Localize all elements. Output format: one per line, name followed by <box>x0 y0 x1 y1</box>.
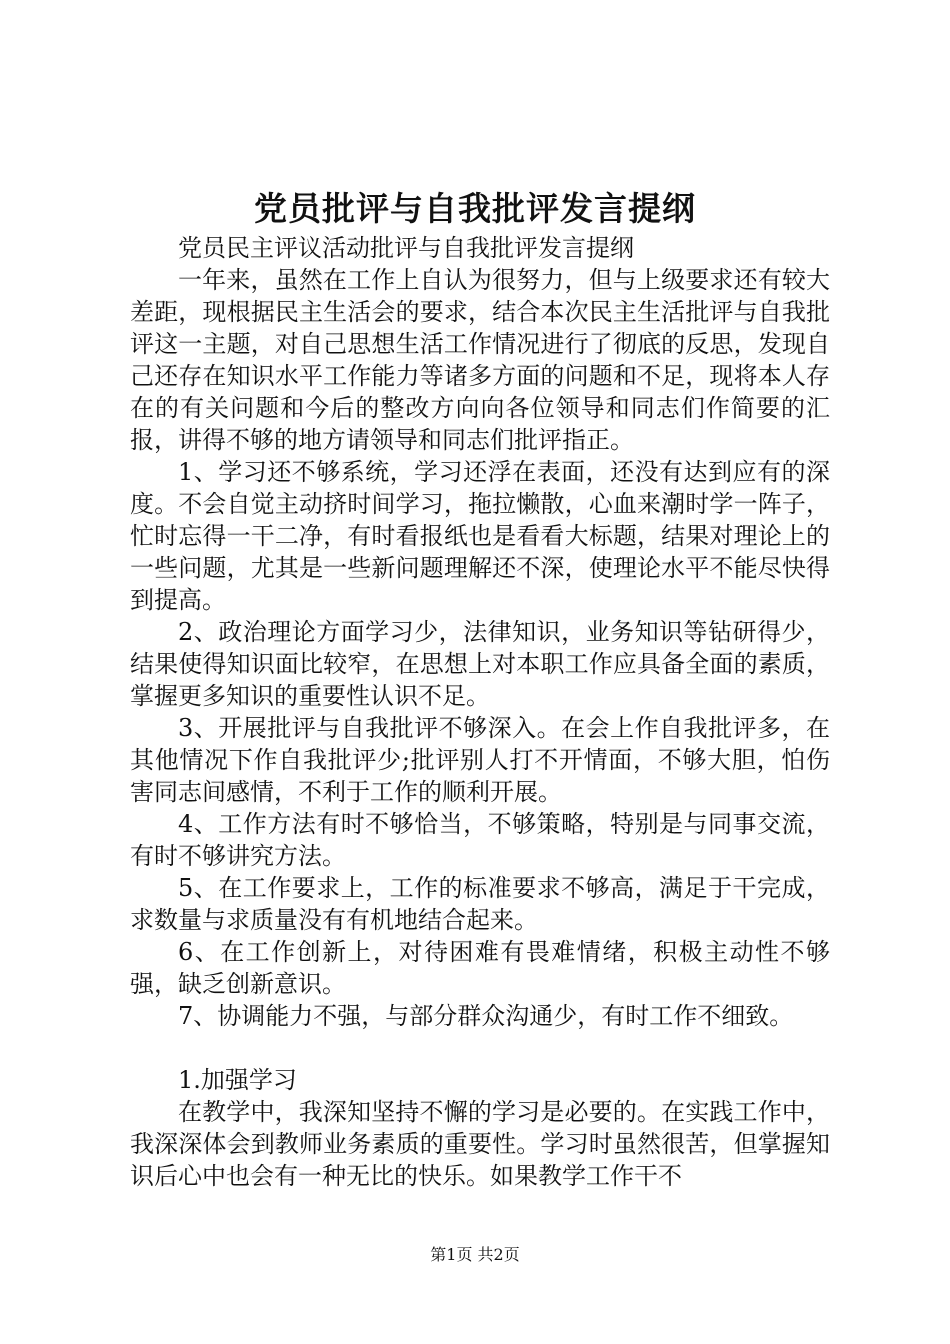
section-paragraph: 在教学中，我深知坚持不懈的学习是必要的。在实践工作中，我深深体会到教师业务素质的重要性。学习时虽然很苦，但掌握知识后心中也会有一种无比的快乐。如果教学工作干不 <box>130 1098 830 1190</box>
subtitle-paragraph: 党员民主评议活动批评与自我批评发言提纲 <box>178 234 634 262</box>
paragraph-spacer <box>130 1032 830 1064</box>
section-heading: 1.加强学习 <box>178 1066 297 1094</box>
issue-paragraph-3: 3、开展批评与自我批评不够深入。在会上作自我批评多，在其他情况下作自我批评少;批评别人打不开情面，不够大胆，怕伤害同志间感情，不利于工作的顺利开展。 <box>130 714 830 806</box>
issue-paragraph-4: 4、工作方法有时不够恰当，不够策略，特别是与同事交流，有时不够讲究方法。 <box>130 810 830 870</box>
page-number-footer: 第1页 共2页 <box>430 1245 520 1264</box>
document-title: 党员批评与自我批评发言提纲 <box>254 189 696 228</box>
issue-paragraph-1: 1、学习还不够系统，学习还浮在表面，还没有达到应有的深度。不会自觉主动挤时间学习，拖拉懒散，心血来潮时学一阵子，忙时忘得一干二净，有时看报纸也是看看大标题，结果对理论上的一些问题，尤其是一些新问题理解还不深，使理论水平不能尽快得到提高。 <box>130 458 830 614</box>
issue-paragraph-7: 7、协调能力不强，与部分群众沟通少，有时工作不细致。 <box>178 1002 794 1030</box>
intro-paragraph: 一年来，虽然在工作上自认为很努力，但与上级要求还有较大差距，现根据民主生活会的要求，结合本次民主生活批评与自我批评这一主题，对自己思想生活工作情况进行了彻底的反思，发现自己还存在知识水平工作能力等诸多方面的问题和不足，现将本人存在的有关问题和今后的整改方向向各位领导和同志们作简要的汇报，讲得不够的地方请领导和同志们批评指正。 <box>130 266 830 454</box>
issue-paragraph-5: 5、在工作要求上，工作的标准要求不够高，满足于干完成，求数量与求质量没有有机地结合起来。 <box>130 874 830 934</box>
document-body <box>130 232 830 1192</box>
issue-paragraph-6: 6、在工作创新上，对待困难有畏难情绪，积极主动性不够强，缺乏创新意识。 <box>130 938 830 998</box>
issue-paragraph-2: 2、政治理论方面学习少，法律知识，业务知识等钻研得少，结果使得知识面比较窄，在思想上对本职工作应具备全面的素质，掌握更多知识的重要性认识不足。 <box>130 618 830 710</box>
